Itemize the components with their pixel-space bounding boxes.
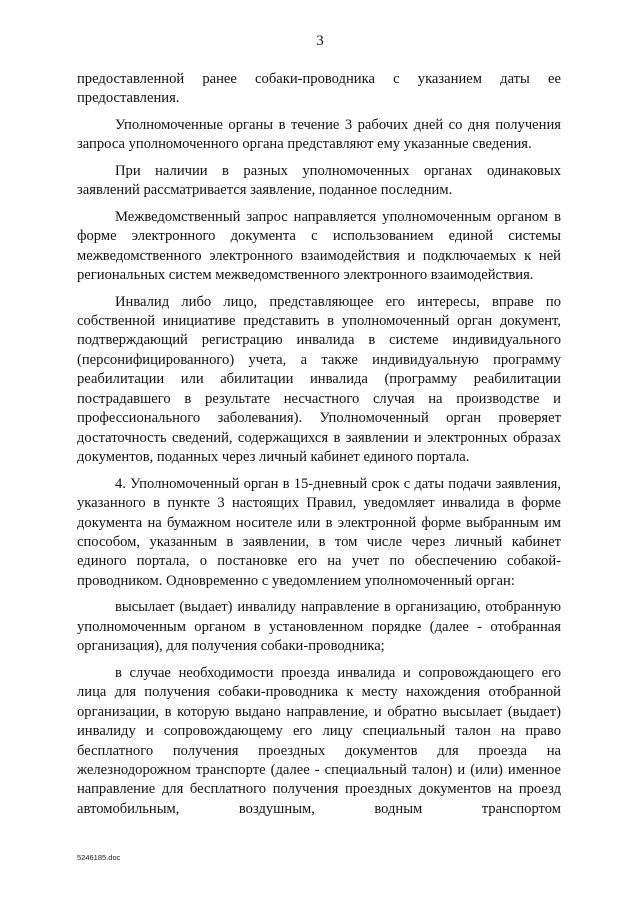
page-number: 3 bbox=[316, 33, 324, 49]
paragraph-sub-item: высылает (выдает) инвалиду направление в организацию, отобранную уполномоченным органом в установленном порядке (далее - отобранная организация), для получения собаки-проводника; bbox=[77, 599, 561, 655]
paragraph: При наличии в разных уполномоченных органах одинаковых заявлений рассматривается заявление, поданное последним. bbox=[77, 162, 561, 199]
footer-filename: 5246185.doc bbox=[77, 853, 121, 862]
paragraph-continuation: предоставленной ранее собаки-проводника с указанием даты ее предоставления. bbox=[77, 71, 561, 107]
paragraph-sub-item: в случае необходимости проезда инвалида и сопровождающего его лица для получения собаки-проводника к месту нахождения отобранной организации, в которую выдано направление, и обратно высылает (выдает) инвалиду и сопровождающему его лицу специальный талон на право бесплатного получения проездных документов для проезда на железнодорожном транспорте (далее - специальный талон) и (или) именное направление для бесплатного получения проездных документов на проезд автомобильным, воздушным, водным транспортом bbox=[77, 664, 561, 817]
paragraph-item-4: 4. Уполномоченный орган в 15-дневный срок с даты подачи заявления, указанного в пункте 3 настоящих Правил, уведомляет инвалида в форме документа на бумажном носителе или в электронной форме выбранным им способом, указанным в заявлении, в том числе через личный кабинет единого портала, о постановке его на учет по обеспечению собакой-проводником. Одновременно с уведомлением уполномоченный орган: bbox=[77, 475, 561, 589]
paragraph: Уполномоченные органы в течение 3 рабочих дней со дня получения запроса уполномоченного органа представляют ему указанные сведения. bbox=[77, 116, 561, 153]
paragraph: Межведомственный запрос направляется уполномоченным органом в форме электронного документа с использованием единой системы межведомственного электронного взаимодействия и подключаемых к ней региональных систем межведомственного электронного взаимодействия. bbox=[77, 208, 561, 284]
document-body bbox=[77, 70, 561, 819]
paragraph: Инвалид либо лицо, представляющее его интересы, вправе по собственной инициативе представить в уполномоченный орган документ, подтверждающий регистрацию инвалида в системе индивидуального (персонифицированного) учета, а также индивидуальную программу реабилитации или абилитации инвалида (программу реабилитации пострадавшего в результате несчастного случая на производстве и профессионального заболевания). Уполномоченный орган проверяет достаточность сведений, содержащихся в заявлении и электронных образах документов, поданных через личный кабинет единого портала. bbox=[77, 293, 561, 466]
